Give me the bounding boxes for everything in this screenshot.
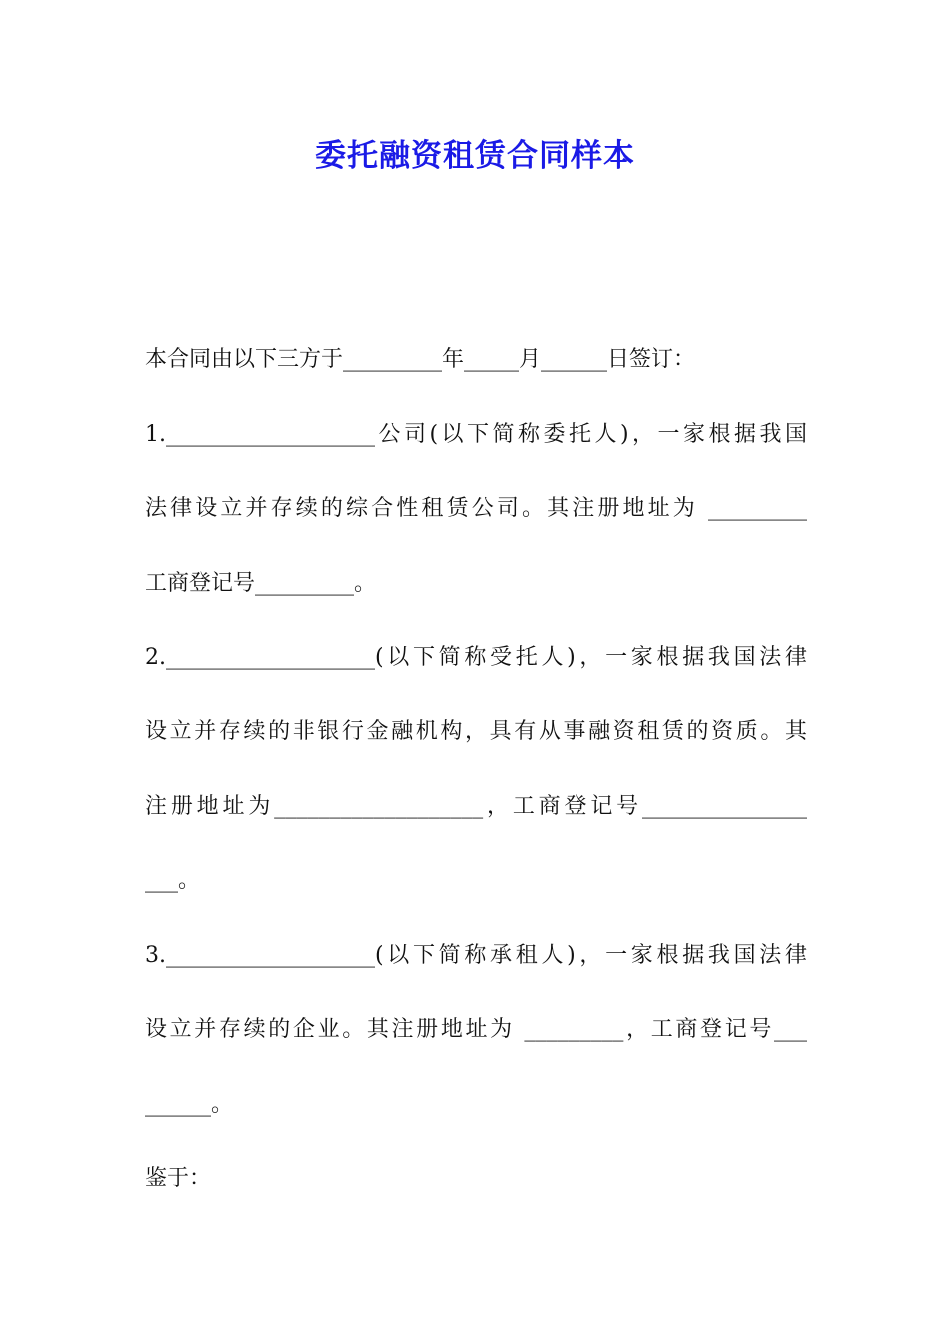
text-line-party-2-qualification: 设立并存续的非银行金融机构，具有从事融资租赁的资质。其 <box>145 719 807 744</box>
text-line-party-2-registration-end: ___。 <box>145 868 201 893</box>
text-line-signing-date: 本合同由以下三方于_________年_____月______日签订： <box>145 347 696 372</box>
text-line-party-3-registration-end: ______。 <box>145 1092 234 1117</box>
text-line-party-3: 3.___________________(以下简称承租人)，一家根据我国法律 <box>145 943 807 968</box>
text-line-party-2-address: 注册地址为___________________，工商登记号_______________ <box>145 794 807 819</box>
text-line-party-2: 2.___________________(以下简称受托人)，一家根据我国法律 <box>145 645 807 670</box>
document-title: 委托融资租赁合同样本 <box>315 138 635 174</box>
text-line-party-3-address: 设立并存续的企业。其注册地址为 _________，工商登记号___ <box>145 1017 807 1042</box>
text-line-party-1: 1.___________________公司(以下简称委托人)，一家根据我国 <box>145 422 807 447</box>
text-line-party-1-address: 法律设立并存续的综合性租赁公司。其注册地址为 _________ <box>145 496 807 521</box>
text-line-party-1-registration: 工商登记号_________。 <box>145 571 377 596</box>
text-line-whereas: 鉴于： <box>145 1166 212 1191</box>
